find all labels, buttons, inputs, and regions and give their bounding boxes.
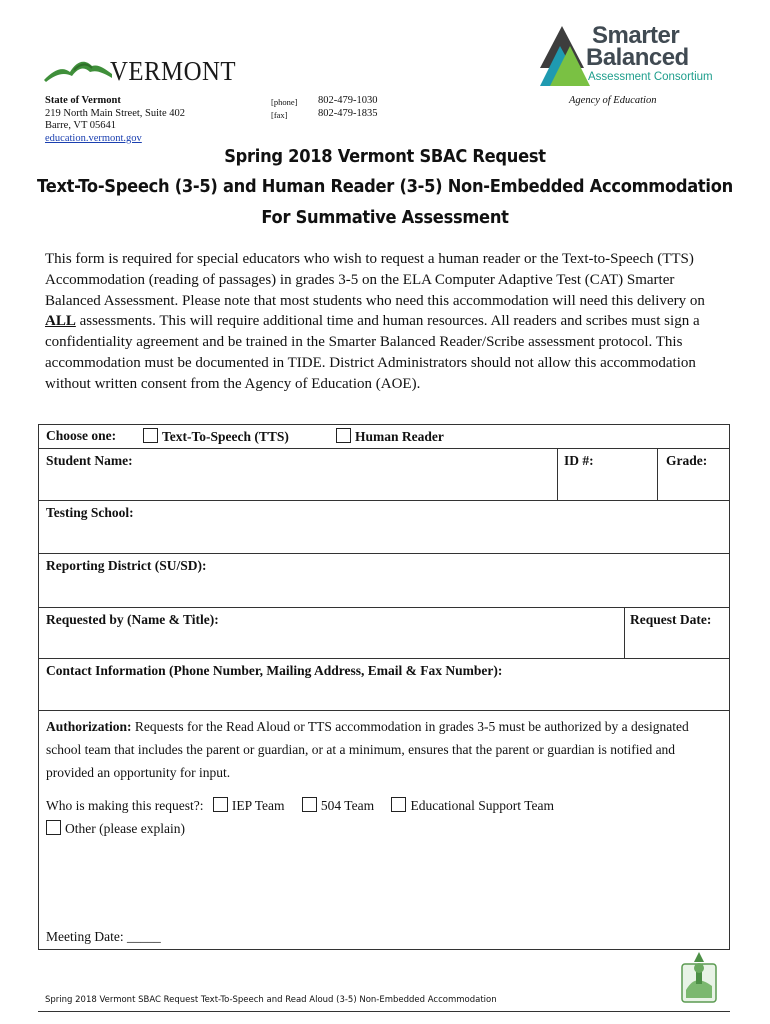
mountain-icon — [44, 52, 114, 86]
grade-cell[interactable] — [657, 449, 729, 500]
human-reader-checkbox[interactable] — [336, 428, 351, 443]
meeting-date[interactable]: Meeting Date: _____ — [46, 929, 161, 944]
option-tts[interactable] — [143, 428, 289, 445]
authorization-text — [46, 715, 716, 784]
footer-divider — [38, 1011, 730, 1012]
authorization-body: Requests for the Read Aloud or TTS accommodation in grades 3-5 must be authorized by a designated school team that includes the parent or guardian, or at a minimum, ensures that the parent or guardian is notified and provided an opportunity for input. — [46, 719, 689, 780]
testing-school-row[interactable] — [38, 500, 730, 553]
website-link[interactable]: education.vermont.gov — [45, 132, 142, 144]
est-checkbox[interactable] — [391, 797, 406, 812]
smarter-text: Smarter — [592, 22, 680, 49]
who-requesting — [46, 797, 554, 814]
intro-emphasis: ALL — [45, 313, 76, 330]
phone-fax-labels — [271, 96, 297, 121]
student-row — [38, 448, 730, 500]
request-date-cell[interactable] — [624, 608, 729, 658]
testing-school-label: Testing School: — [46, 505, 134, 520]
authorization-section — [38, 710, 730, 950]
choose-one-label: Choose one: — [46, 428, 117, 443]
tts-checkbox[interactable] — [143, 428, 158, 443]
footer-text: Spring 2018 Vermont SBAC Request Text-To-Speech and Read Aloud (3-5) Non-Embedded Accommodation — [45, 995, 497, 1005]
address-block — [45, 95, 185, 145]
intro-text-2: assessments. This will require additional time and human resources. All readers and scribes must sign a confidentiality agreement and be trained in the Smarter Balanced Reader/Scribe assessment protocol. This accommodation must be documented in TIDE. District Administrators should not allow this accommodation without written consent from the Agency of Education (AOE). — [45, 313, 700, 392]
fax-number: 802-479-1835 — [318, 107, 378, 119]
street: 219 North Main Street, Suite 402 — [45, 107, 185, 119]
authorization-label: Authorization: — [46, 719, 132, 734]
504-team-label: 504 Team — [320, 798, 375, 813]
title-line-2: Text-To-Speech (3-5) and Human Reader (3-5) Non-Embedded Accommodation — [37, 177, 733, 197]
other-label: Other (please explain) — [65, 821, 185, 836]
vermont-seal — [678, 950, 720, 1006]
agency-name: Agency of Education — [569, 95, 657, 106]
phone-fax-numbers — [318, 95, 378, 120]
consortium-text: Assessment Consortium — [588, 71, 713, 83]
other-option — [46, 820, 185, 837]
triangles-icon — [540, 24, 590, 86]
grade-label: Grade: — [666, 453, 708, 468]
reporting-district-label: Reporting District (SU/SD): — [46, 558, 207, 573]
smarter-balanced-logo — [540, 22, 730, 90]
seal-icon — [678, 950, 720, 1006]
option-human-reader[interactable] — [336, 428, 444, 445]
phone-number: 802-479-1030 — [318, 95, 378, 106]
intro-text-1: This form is required for special educators who wish to request a human reader or the Text-to-Speech (TTS) Accommodation (reading of passages) in grades 3-5 on the ELA Computer Adaptive Test (CAT) Smarter Balanced Assessment. Please note that most students who need this accommodation will need this delivery on — [45, 251, 705, 309]
id-cell[interactable] — [557, 449, 658, 500]
vermont-logo — [44, 52, 237, 88]
contact-info-label: Contact Information (Phone Number, Mailing Address, Email & Fax Number): — [46, 663, 503, 678]
other-checkbox[interactable] — [46, 820, 61, 835]
org-name: State of Vermont — [45, 95, 121, 106]
contact-info-row[interactable] — [38, 658, 730, 710]
504-team-checkbox[interactable] — [302, 797, 317, 812]
intro-paragraph — [45, 249, 725, 395]
phone-label: [phone] — [271, 97, 298, 107]
who-label: Who is making this request?: — [46, 798, 204, 813]
title-line-3: For Summative Assessment — [261, 208, 509, 228]
requested-by-row — [38, 607, 730, 658]
iep-team-checkbox[interactable] — [213, 797, 228, 812]
choose-one-row — [38, 424, 730, 448]
city: Barre, VT 05641 — [45, 120, 117, 131]
requested-by-label: Requested by (Name & Title): — [46, 612, 219, 627]
id-label: ID #: — [564, 453, 594, 468]
title-line-1: Spring 2018 Vermont SBAC Request — [224, 147, 546, 167]
balanced-text: Balanced — [586, 44, 689, 71]
tts-label: Text-To-Speech (TTS) — [162, 429, 289, 444]
vermont-wordmark: VERMONT — [110, 56, 237, 86]
request-date-label: Request Date: — [630, 612, 712, 627]
est-label: Educational Support Team — [410, 798, 554, 813]
reporting-district-row[interactable] — [38, 553, 730, 607]
human-reader-label: Human Reader — [355, 429, 444, 444]
iep-team-label: IEP Team — [231, 798, 285, 813]
student-name-label: Student Name: — [46, 453, 133, 468]
fax-label: [fax] — [271, 109, 288, 120]
